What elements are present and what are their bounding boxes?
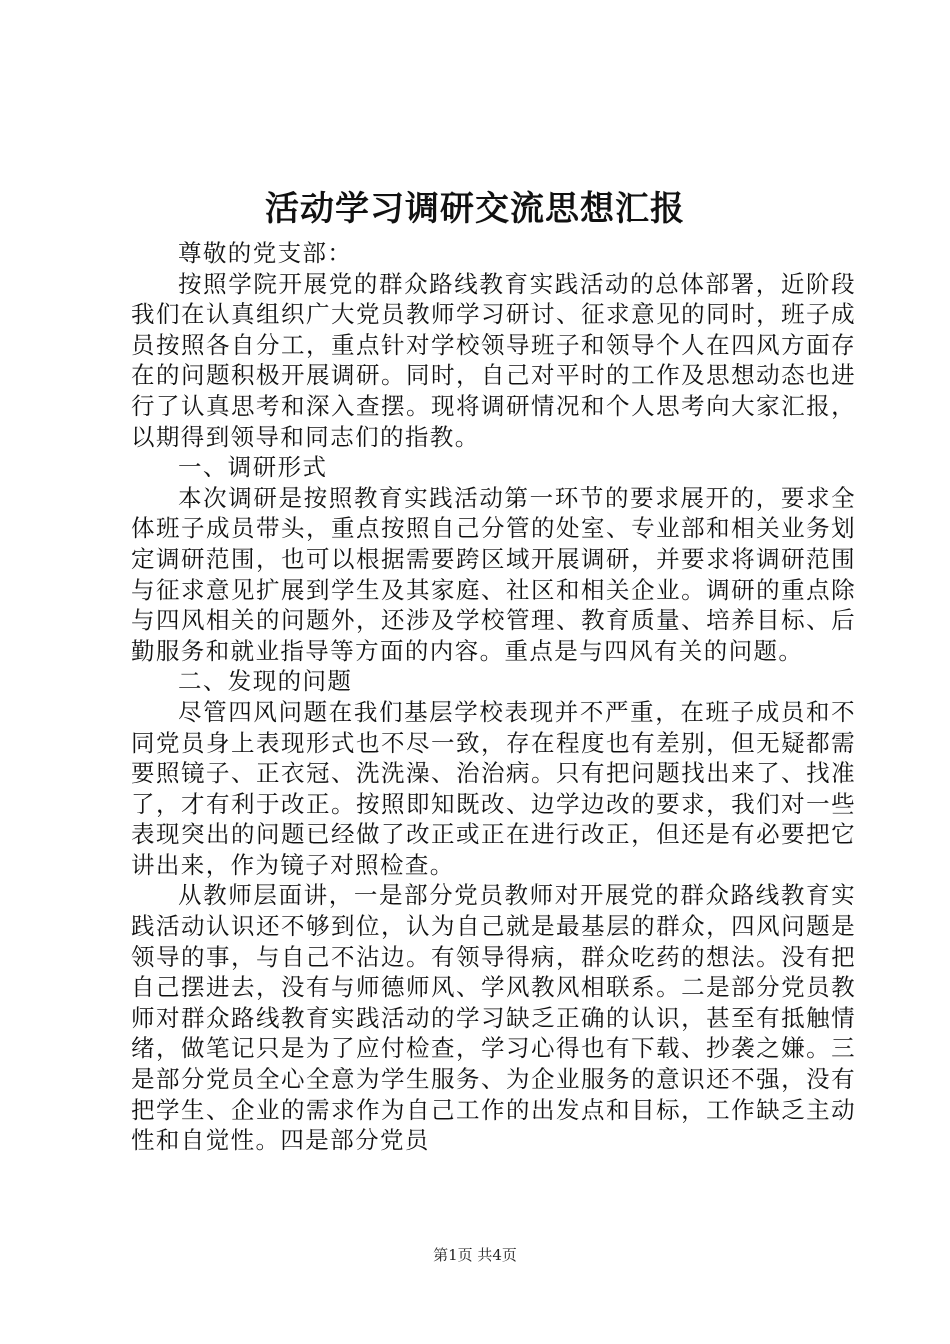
paragraph-teacher-level: 从教师层面讲，一是部分党员教师对开展党的群众路线教育实践活动认识还不够到位，认为自己就是最基层的群众，四风问题是领导的事，与自己不沾边。有领导得病，群众吃药的想法。没有把自己摆进去，没有与师德师风、学风教风相联系。二是部分党员教师对群众路线教育实践活动的学习缺乏正确的认识，甚至有抵触情绪，做笔记只是为了应付检查，学习心得也有下载、抄袭之嫌。三是部分党员全心全意为学生服务、为企业服务的意识还不强，没有把学生、企业的需求作为自己工作的出发点和目标，工作缺乏主动性和自觉性。四是部分党员 (131, 881, 856, 1155)
section-heading-research-form: 一、调研形式 (178, 453, 328, 482)
paragraph-research-form: 本次调研是按照教育实践活动第一环节的要求展开的，要求全体班子成员带头，重点按照自己分管的处室、专业部和相关业务划定调研范围，也可以根据需要跨区域开展调研，并要求将调研范围与征求意见扩展到学生及其家庭、社区和相关企业。调研的重点除与四风相关的问题外，还涉及学校管理、教育质量、培养目标、后勤服务和就业指导等方面的内容。重点是与四风有关的问题。 (131, 483, 856, 665)
paragraph-intro: 按照学院开展党的群众路线教育实践活动的总体部署，近阶段我们在认真组织广大党员教师学习研讨、征求意见的同时，班子成员按照各自分工，重点针对学校领导班子和领导个人在四风方面存在的问题积极开展调研。同时，自己对平时的工作及思想动态也进行了认真思考和深入查摆。现将调研情况和个人思考向大家汇报，以期得到领导和同志们的指教。 (131, 269, 856, 451)
salutation: 尊敬的党支部： (178, 239, 353, 267)
document-title: 活动学习调研交流思想汇报 (265, 189, 685, 229)
paragraph-problems: 尽管四风问题在我们基层学校表现并不严重，在班子成员和不同党员身上表现形式也不尽一致，存在程度也有差别，但无疑都需要照镜子、正衣冠、洗洗澡、治治病。只有把问题找出来了、找准了，才有利于改正。按照即知既改、边学边改的要求，我们对一些表现突出的问题已经做了改正或正在进行改正，但还是有必要把它讲出来，作为镜子对照检查。 (131, 697, 856, 879)
section-heading-problems: 二、发现的问题 (178, 667, 353, 696)
document-body (131, 238, 856, 1156)
page-footer: 第1页 共4页 (433, 1246, 517, 1264)
